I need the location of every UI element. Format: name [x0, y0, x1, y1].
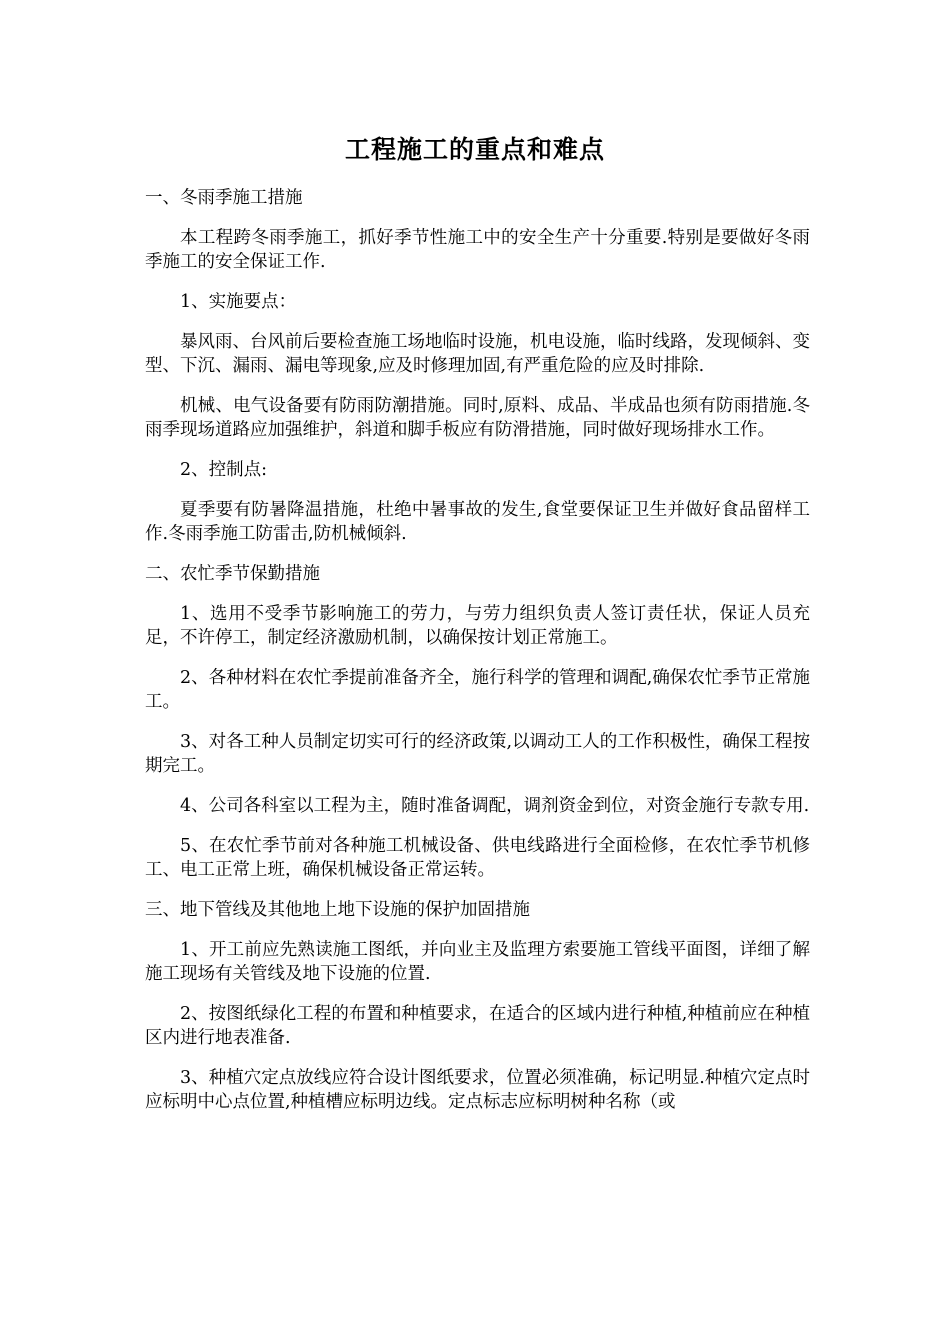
paragraph: 3、对各工种人员制定切实可行的经济政策,以调动工人的工作积极性，确保工程按期完工。	[145, 732, 810, 776]
document-body	[145, 186, 810, 1130]
paragraph: 暴风雨、台风前后要检查施工场地临时设施，机电设施，临时线路，发现倾斜、变型、下沉、漏雨、漏电等现象,应及时修理加固,有严重危险的应及时排除.	[145, 332, 810, 376]
paragraph: 2、控制点:	[180, 460, 268, 480]
paragraph: 1、开工前应先熟读施工图纸，并向业主及监理方索要施工管线平面图，详细了解施工现场有关管线及地下设施的位置.	[145, 940, 810, 984]
paragraph: 本工程跨冬雨季施工，抓好季节性施工中的安全生产十分重要.特别是要做好冬雨季施工的安全保证工作.	[145, 228, 810, 272]
paragraph: 2、各种材料在农忙季提前准备齐全，施行科学的管理和调配,确保农忙季节正常施工。	[145, 668, 810, 712]
section-heading: 二、农忙季节保勤措施	[145, 564, 320, 584]
paragraph: 1、选用不受季节影响施工的劳力，与劳力组织负责人签订责任状，保证人员充足，不许停工，制定经济激励机制，以确保按计划正常施工。	[145, 604, 810, 648]
paragraph: 1、实施要点：	[180, 292, 297, 312]
section-heading: 一、冬雨季施工措施	[145, 188, 303, 208]
paragraph: 3、种植穴定点放线应符合设计图纸要求，位置必须准确，标记明显.种植穴定点时应标明中心点位置,种植槽应标明边线。定点标志应标明树种名称（或	[145, 1068, 810, 1112]
paragraph: 5、在农忙季节前对各种施工机械设备、供电线路进行全面检修，在农忙季节机修工、电工正常上班，确保机械设备正常运转。	[145, 836, 810, 880]
section-heading: 三、地下管线及其他地上地下设施的保护加固措施	[145, 900, 530, 920]
document-title: 工程施工的重点和难点	[344, 135, 605, 164]
paragraph: 机械、电气设备要有防雨防潮措施。同时,原料、成品、半成品也须有防雨措施.冬雨季现场道路应加强维护，斜道和脚手板应有防滑措施，同时做好现场排水工作。	[145, 396, 810, 440]
paragraph: 2、按图纸绿化工程的布置和种植要求，在适合的区域内进行种植,种植前应在种植区内进行地表准备.	[145, 1004, 810, 1048]
paragraph: 夏季要有防暑降温措施，杜绝中暑事故的发生,食堂要保证卫生并做好食品留样工作.冬雨季施工防雷击,防机械倾斜.	[145, 500, 810, 544]
paragraph: 4、公司各科室以工程为主，随时准备调配，调剂资金到位，对资金施行专款专用.	[180, 796, 810, 816]
